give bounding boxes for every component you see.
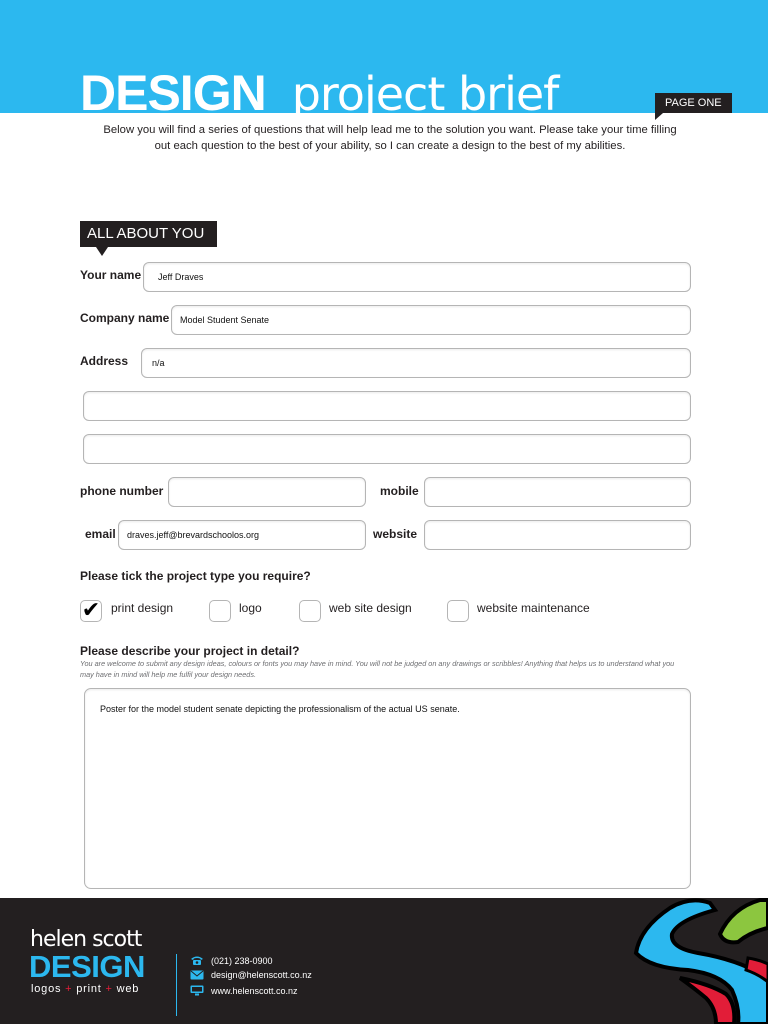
website-field[interactable]: [424, 520, 691, 550]
logo-label: logo: [239, 601, 262, 615]
footer: [0, 898, 768, 1024]
contact-website-text[interactable]: www.helenscott.co.nz: [211, 985, 298, 996]
tagline-plus-2: +: [105, 983, 113, 995]
website-label: website: [373, 527, 418, 541]
address-field-line-1[interactable]: n/a: [141, 348, 691, 378]
contact-phone: [190, 955, 273, 966]
phone-label: phone number: [80, 484, 164, 498]
web-site-design-checkbox[interactable]: [299, 600, 321, 622]
tagline-logos: logos: [31, 983, 62, 995]
page-title: [80, 65, 559, 121]
email-label: email: [85, 527, 116, 541]
company-name-label: Company name: [80, 311, 170, 325]
tagline-web: web: [116, 983, 140, 995]
envelope-icon: [190, 970, 204, 980]
phone-icon: [190, 955, 204, 966]
your-name-field[interactable]: Jeff Draves: [143, 262, 691, 292]
title-light: project brief: [291, 67, 559, 121]
decorative-swoosh: [620, 898, 768, 1024]
logo-checkbox[interactable]: [209, 600, 231, 622]
intro-text: [70, 123, 710, 154]
intro-line-1: Below you will find a series of questions that will help lead me to the solution you want. Please take your time filling: [103, 124, 677, 136]
print-design-checkbox[interactable]: ✔: [81, 597, 101, 622]
web-site-design-label: web site design: [329, 601, 412, 615]
description-question: Please describe your project in detail?: [80, 644, 300, 658]
title-bold: DESIGN: [80, 65, 266, 121]
intro-line-2: out each question to the best of your ability, so I can create a design to the best of my abilities.: [154, 139, 626, 152]
contact-phone-text: (021) 238-0900: [211, 955, 273, 966]
section-title: ALL ABOUT YOU: [80, 221, 217, 247]
address-field-line-3[interactable]: [83, 434, 691, 464]
mobile-field[interactable]: [424, 477, 691, 507]
contact-email: [190, 970, 312, 980]
project-description-textarea[interactable]: Poster for the model student senate depicting the professionalism of the actual US senate.: [84, 688, 691, 889]
project-type-question: Please tick the project type you require?: [80, 569, 311, 583]
description-hint: You are welcome to submit any design ideas, colours or fonts you may have in mind. You will not be judged on any drawings or scribbles! Anything that helps us to understand what you may have in mind will help me fulfil your design needs.: [80, 659, 675, 679]
website-maintenance-checkbox[interactable]: [447, 600, 469, 622]
brand-tagline: [31, 983, 139, 995]
website-maintenance-label: website maintenance: [477, 601, 590, 615]
contact-email-text[interactable]: design@helenscott.co.nz: [211, 970, 312, 980]
phone-field[interactable]: [168, 477, 366, 507]
tagline-plus-1: +: [65, 983, 73, 995]
your-name-label: Your name: [80, 268, 142, 282]
address-field-line-2[interactable]: [83, 391, 691, 421]
print-design-label: print design: [111, 601, 174, 615]
contact-website: [190, 985, 298, 996]
mobile-label: mobile: [380, 484, 419, 498]
tagline-print: print: [76, 983, 102, 995]
company-name-field[interactable]: Model Student Senate: [171, 305, 691, 335]
email-field[interactable]: draves.jeff@brevardschoolos.org: [118, 520, 366, 550]
brand-design: DESIGN: [29, 949, 145, 984]
page-label: PAGE ONE: [655, 93, 732, 113]
footer-divider: [176, 954, 177, 1016]
brand-name: helen scott: [30, 927, 142, 952]
address-label: Address: [80, 354, 129, 368]
monitor-icon: [190, 985, 204, 996]
